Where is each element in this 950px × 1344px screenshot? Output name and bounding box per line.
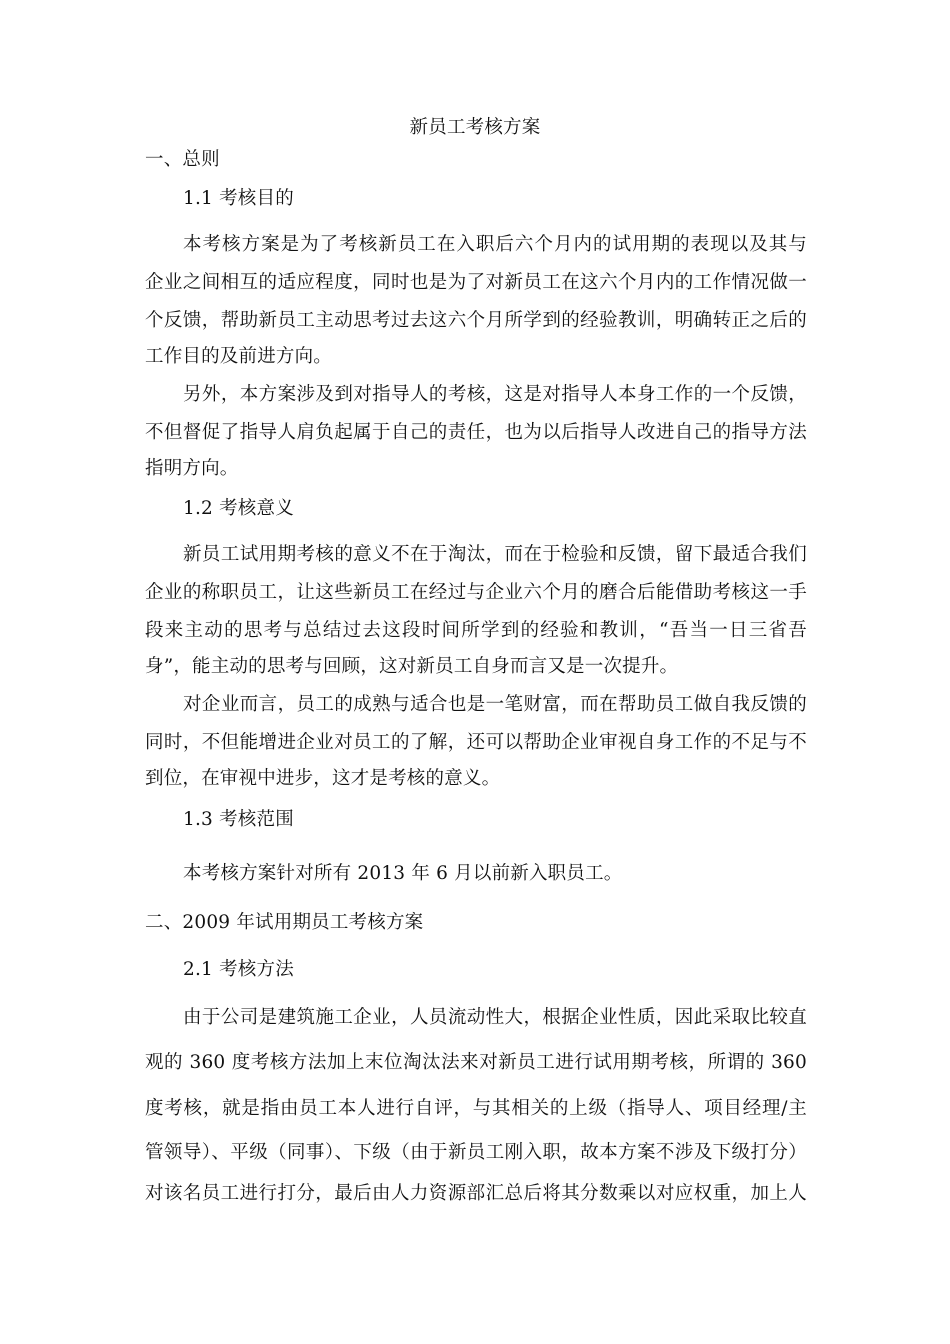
paragraph-line: 工作目的及前进方向。 — [145, 346, 333, 367]
paragraph-line: 度考核，就是指由员工本人进行自评，与其相关的上级（指导人、项目经理/主 — [145, 1098, 807, 1119]
subsection-heading: 1.3 考核范围 — [183, 809, 294, 830]
paragraph-line: 个反馈，帮助新员工主动思考过去这六个月所学到的经验教训，明确转正之后的 — [145, 310, 807, 331]
subsection-heading: 1.2 考核意义 — [183, 498, 294, 519]
paragraph-line: 身”，能主动的思考与回顾，这对新员工自身而言又是一次提升。 — [145, 656, 679, 677]
document-title: 新员工考核方案 — [409, 117, 541, 138]
section-heading: 一、总则 — [145, 149, 220, 170]
paragraph-line: 企业的称职员工，让这些新员工在经过与企业六个月的磨合后能借助考核这一手 — [145, 582, 807, 603]
paragraph-line: 对该名员工进行打分，最后由人力资源部汇总后将其分数乘以对应权重，加上人 — [145, 1183, 807, 1204]
paragraph-line: 企业之间相互的适应程度，同时也是为了对新员工在这六个月内的工作情况做一 — [145, 272, 807, 293]
section-heading: 二、2009 年试用期员工考核方案 — [145, 912, 424, 933]
paragraph-line: 指明方向。 — [145, 458, 239, 479]
paragraph-line: 新员工试用期考核的意义不在于淘汰，而在于检验和反馈，留下最适合我们 — [183, 544, 807, 565]
paragraph-line: 同时，不但能增进企业对员工的了解，还可以帮助企业审视自身工作的不足与不 — [145, 732, 807, 753]
paragraph-line: 观的 360 度考核方法加上末位淘汰法来对新员工进行试用期考核，所谓的 360 — [145, 1052, 807, 1073]
paragraph-line: 段来主动的思考与总结过去这段时间所学到的经验和教训，“吾当一日三省吾 — [145, 620, 807, 641]
paragraph-line: 本考核方案针对所有 2013 年 6 月以前新入职员工。 — [183, 863, 623, 884]
paragraph-line: 另外，本方案涉及到对指导人的考核，这是对指导人本身工作的一个反馈， — [183, 384, 807, 405]
subsection-heading: 1.1 考核目的 — [183, 188, 294, 209]
paragraph-line: 本考核方案是为了考核新员工在入职后六个月内的试用期的表现以及其与 — [183, 234, 807, 255]
paragraph-line: 对企业而言，员工的成熟与适合也是一笔财富，而在帮助员工做自我反馈的 — [183, 694, 807, 715]
paragraph-line: 管领导）、平级（同事）、下级（由于新员工刚入职，故本方案不涉及下级打分） — [145, 1142, 807, 1163]
paragraph-line: 到位，在审视中进步，这才是考核的意义。 — [145, 768, 501, 789]
paragraph-line: 不但督促了指导人肩负起属于自己的责任，也为以后指导人改进自己的指导方法 — [145, 422, 807, 443]
subsection-heading: 2.1 考核方法 — [183, 959, 294, 980]
paragraph-line: 由于公司是建筑施工企业，人员流动性大，根据企业性质，因此采取比较直 — [183, 1007, 807, 1028]
